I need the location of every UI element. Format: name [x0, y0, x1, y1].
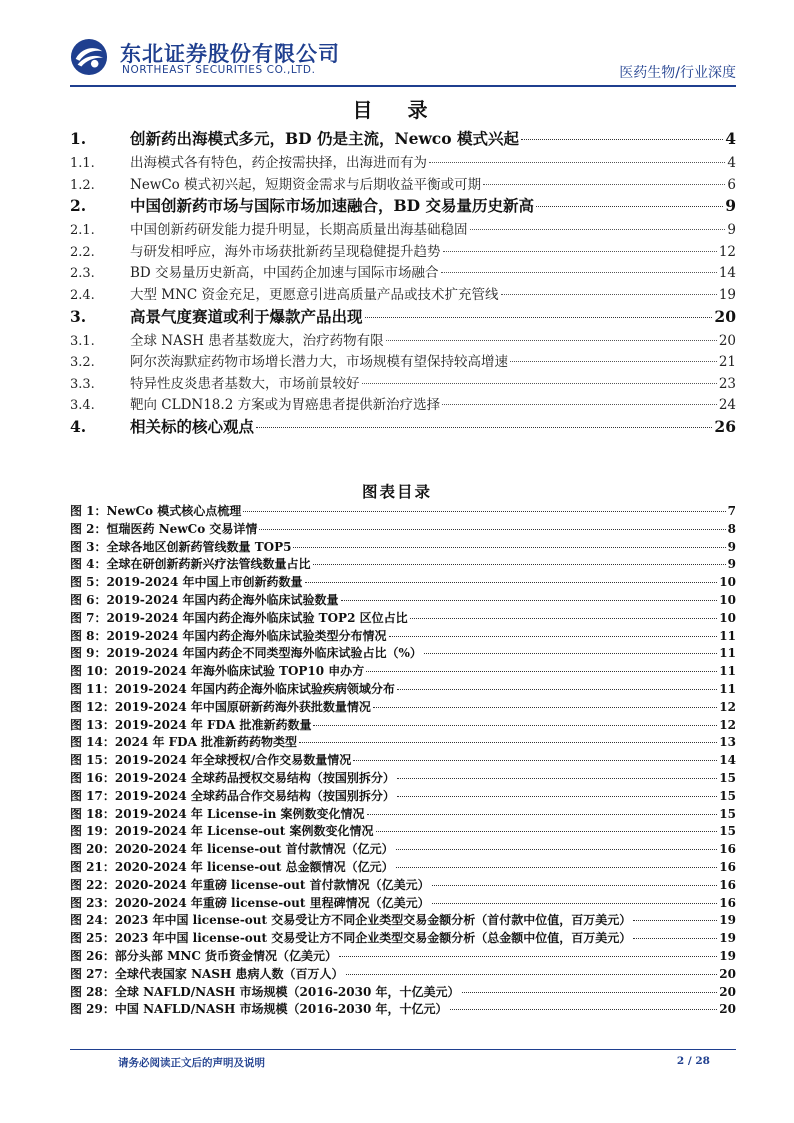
figure-label: 图 13：: [70, 717, 115, 732]
toc-entry-number: 2.3.: [70, 266, 95, 282]
figure-title: 2019-2024 年国内药企海外临床试验 TOP2 区位占比: [106, 610, 408, 625]
toc-dot-leader: [429, 162, 725, 163]
toc-entry-title: 大型 MNC 资金充足，更愿意引进高质量产品或技术扩充管线: [130, 286, 499, 303]
figure-title: 2020-2024 年重磅 license-out 首付款情况（亿美元）: [114, 877, 430, 892]
figure-dot-leader: [346, 974, 718, 975]
figure-page: 8: [727, 521, 736, 536]
figures-toc-title: 图表目录: [361, 482, 432, 501]
figure-page: 10: [719, 610, 736, 625]
figure-dot-leader: [259, 529, 725, 530]
toc-dot-leader: [256, 427, 712, 428]
figure-dot-leader: [396, 849, 718, 850]
figure-title: 2019-2024 年 License-out 案例数变化情况: [114, 824, 374, 839]
toc-entry-title: 高景气度赛道或利于爆款产品出现: [130, 306, 363, 326]
toc-dot-leader: [470, 229, 726, 230]
figure-title: 2019-2024 全球药品授权交易结构（按国别拆分）: [114, 770, 395, 785]
toc-entry-title: 出海模式各有特色，药企按需抉择，出海进而有为: [130, 155, 427, 171]
toc-dot-leader: [483, 184, 725, 185]
page-header: [70, 30, 736, 82]
toc-section-entry[interactable]: [70, 350, 736, 372]
toc-entry-number: 3.4.: [70, 398, 95, 414]
toc-dot-leader: [510, 361, 717, 362]
figure-dot-leader: [397, 796, 717, 797]
figure-list-entry[interactable]: [70, 876, 736, 894]
toc-entry-number: 3.: [70, 306, 87, 326]
toc-section-entry[interactable]: [70, 283, 736, 305]
toc-entry-page: 4: [727, 155, 736, 171]
toc-entry-title: 中国创新药研发能力提升明显，长期高质量出海基础稳固: [130, 222, 468, 239]
figure-list-entry[interactable]: [70, 555, 736, 573]
figure-list-entry[interactable]: [70, 1000, 736, 1018]
figure-dot-leader: [432, 885, 718, 886]
figure-page: 10: [719, 592, 736, 607]
figure-title: 全球代表国家 NASH 患病人数（百万人）: [114, 966, 344, 981]
toc-entry-page: 21: [718, 354, 736, 371]
toc-dot-leader: [443, 251, 717, 252]
figure-label: 图 15：: [70, 753, 115, 768]
toc-entry-page: 19: [718, 286, 736, 303]
toc-entry-title: 特异性皮炎患者基数大，市场前景较好: [130, 375, 360, 392]
figure-list-entry[interactable]: [70, 609, 736, 627]
report-category: 医药生物/行业深度: [619, 65, 736, 81]
figure-label: 图 23：: [70, 895, 115, 910]
figure-dot-leader: [341, 600, 718, 601]
figure-list-entry[interactable]: [70, 983, 736, 1001]
toc-section-entry[interactable]: [70, 173, 736, 195]
figure-page: 15: [719, 770, 736, 785]
figure-label: 图 19：: [70, 824, 115, 839]
figure-list-entry[interactable]: [70, 716, 736, 734]
figure-page: 15: [719, 788, 736, 803]
figure-label: 图 8：: [70, 628, 107, 643]
toc-section-entry[interactable]: [70, 393, 736, 415]
company-name-en: NORTHEAST SECURITIES CO.,LTD.: [122, 64, 316, 76]
figure-title: 2019-2024 年国内药企海外临床试验数量: [106, 592, 339, 607]
figure-page: 7: [727, 504, 736, 518]
toc-entry-page: 9: [725, 196, 736, 216]
figure-list-entry[interactable]: [70, 858, 736, 876]
toc-entry-number: 2.: [70, 196, 87, 216]
figure-label: 图 1：: [70, 504, 107, 518]
figure-dot-leader: [389, 636, 718, 637]
figure-dot-leader: [397, 689, 717, 690]
figure-page: 16: [719, 877, 736, 892]
figure-title: 2019-2024 年 License-in 案例数变化情况: [114, 806, 365, 821]
figure-dot-leader: [373, 707, 717, 708]
figure-title: 部分头部 MNC 货币资金情况（亿美元）: [114, 948, 338, 963]
figure-page: 11: [719, 681, 736, 696]
figure-list-entry[interactable]: [70, 911, 736, 929]
toc-entry-number: 1.1.: [70, 156, 95, 171]
toc-entry-number: 3.2.: [70, 355, 95, 371]
figure-page: 20: [719, 1002, 736, 1017]
figure-page: 15: [719, 824, 736, 839]
toc-entry-title: 靶向 CLDN18.2 方案或为胃癌患者提供新治疗选择: [130, 397, 441, 414]
toc-entry-title: 创新药出海模式多元，BD 仍是主流，Newco 模式兴起: [130, 129, 519, 148]
figure-page: 16: [719, 842, 736, 857]
toc-entry-number: 2.2.: [70, 244, 95, 260]
figure-list-entry[interactable]: [70, 965, 736, 983]
figure-page: 16: [719, 859, 736, 874]
figure-list-entry[interactable]: [70, 698, 736, 716]
figure-dot-leader: [339, 956, 717, 957]
figure-title: 2019-2024 年国内药企海外临床试验类型分布情况: [106, 628, 387, 643]
figure-title: 中国 NAFLD/NASH 市场规模（2016-2030 年，十亿元）: [114, 1002, 448, 1017]
toc-dot-leader: [441, 272, 717, 273]
toc-section-entry[interactable]: [70, 329, 736, 351]
figure-list-entry[interactable]: [70, 538, 736, 556]
figure-label: 图 20：: [70, 842, 115, 857]
figure-label: 图 18：: [70, 806, 115, 821]
footer-divider: [70, 1049, 736, 1050]
figure-label: 图 4：: [70, 557, 107, 572]
figure-dot-leader: [432, 903, 718, 904]
toc-entry-page: 24: [718, 397, 736, 414]
figure-label: 图 12：: [70, 699, 115, 714]
figure-list-entry[interactable]: [70, 769, 736, 787]
table-of-contents: [70, 127, 736, 439]
toc-entry-page: 4: [725, 129, 736, 148]
figure-page: 16: [719, 895, 736, 910]
figure-dot-leader: [633, 938, 717, 939]
figure-title: 2019-2024 年海外临床试验 TOP10 申办方: [114, 664, 365, 679]
figure-page: 12: [719, 699, 736, 714]
figure-label: 图 24：: [70, 913, 115, 928]
figure-dot-leader: [633, 920, 717, 921]
toc-entry-number: 3.1.: [70, 333, 95, 349]
figure-dot-leader: [410, 618, 718, 619]
toc-entry-number: 2.1.: [70, 223, 95, 239]
figure-dot-leader: [299, 742, 717, 743]
toc-title: 目 录: [352, 98, 442, 122]
toc-entry-page: 23: [718, 375, 736, 392]
toc-entry-number: 2.4.: [70, 287, 95, 303]
toc-entry-page: 9: [727, 222, 736, 239]
figure-list-entry[interactable]: [70, 751, 736, 769]
toc-section-entry[interactable]: [70, 261, 736, 283]
figure-title: 2019-2024 年中国原研新药海外获批数量情况: [114, 699, 371, 714]
figure-title: 全球各地区创新药管线数量 TOP5: [106, 539, 292, 554]
company-name-cn: 东北证券股份有限公司: [120, 42, 340, 66]
toc-dot-leader: [442, 404, 717, 405]
toc-entry-title: 阿尔茨海默症药物市场增长潜力大，市场规模有望保持较高增速: [130, 354, 508, 371]
figure-list-entry[interactable]: [70, 947, 736, 965]
figure-page: 20: [719, 966, 736, 981]
figure-list-entry[interactable]: [70, 627, 736, 645]
toc-dot-leader: [501, 294, 717, 295]
toc-entry-title: NewCo 模式初兴起，短期资金需求与后期收益平衡或可期: [130, 176, 482, 193]
figure-title: 2020-2024 年重磅 license-out 里程碑情况（亿美元）: [114, 895, 430, 910]
toc-entry-page: 6: [727, 176, 736, 193]
toc-dot-leader: [362, 383, 717, 384]
figure-label: 图 9：: [70, 646, 107, 661]
figure-page: 10: [719, 575, 736, 590]
figure-label: 图 28：: [70, 984, 115, 999]
figure-dot-leader: [313, 725, 717, 726]
figure-label: 图 22：: [70, 877, 115, 892]
toc-entry-page: 26: [714, 416, 736, 436]
figure-label: 图 14：: [70, 735, 115, 750]
figure-dot-leader: [376, 831, 718, 832]
toc-entry-title: 中国创新药市场与国际市场加速融合，BD 交易量历史新高: [130, 196, 534, 216]
figure-list-entry[interactable]: [70, 644, 736, 662]
toc-section-entry[interactable]: [70, 240, 736, 262]
figure-page: 11: [719, 664, 736, 679]
figure-page: 19: [719, 913, 736, 928]
toc-entry-page: 14: [718, 265, 736, 282]
toc-section-entry[interactable]: [70, 372, 736, 394]
toc-entry-number: 3.3.: [70, 376, 95, 392]
figure-list-entry[interactable]: [70, 929, 736, 947]
figures-list: [70, 502, 736, 1018]
toc-section-entry[interactable]: [70, 151, 736, 173]
figure-label: 图 21：: [70, 859, 115, 874]
toc-chapter-entry[interactable]: [70, 194, 736, 218]
figure-title: 2019-2024 年国内药企不同类型海外临床试验占比（%）: [106, 646, 422, 661]
figure-page: 11: [719, 646, 736, 661]
toc-entry-title: 与研发相呼应，海外市场获批新药呈现稳健提升趋势: [130, 243, 441, 260]
figure-label: 图 7：: [70, 610, 107, 625]
toc-dot-leader: [536, 206, 723, 207]
figure-page: 19: [719, 948, 736, 963]
figure-page: 9: [727, 557, 736, 572]
figure-title: 2019-2024 年 FDA 批准新药数量: [114, 717, 312, 732]
figure-list-entry[interactable]: [70, 591, 736, 609]
figure-list-entry[interactable]: [70, 787, 736, 805]
figure-list-entry[interactable]: [70, 502, 736, 520]
toc-dot-leader: [521, 139, 723, 140]
figure-list-entry[interactable]: [70, 662, 736, 680]
figure-title: 全球 NAFLD/NASH 市场规模（2016-2030 年，十亿美元）: [114, 984, 460, 999]
toc-entry-title: 全球 NASH 患者基数庞大，治疗药物有限: [130, 332, 384, 349]
figure-page: 14: [719, 753, 736, 768]
figure-dot-leader: [396, 867, 718, 868]
figure-list-entry[interactable]: [70, 840, 736, 858]
figure-label: 图 17：: [70, 788, 115, 803]
figure-dot-leader: [313, 564, 726, 565]
figure-title: 全球在研创新药新兴疗法管线数量占比: [106, 557, 311, 572]
toc-entry-title: 相关标的核心观点: [130, 416, 255, 436]
figure-list-entry[interactable]: [70, 894, 736, 912]
figure-title: 2023 年中国 license-out 交易受让方不同企业类型交易金额分析（首付款中位值，百万美元）: [114, 913, 632, 928]
figure-label: 图 27：: [70, 966, 115, 981]
figure-list-entry[interactable]: [70, 680, 736, 698]
toc-entry-page: 12: [718, 243, 736, 260]
figure-list-entry[interactable]: [70, 520, 736, 538]
figure-title: 2020-2024 年 license-out 总金额情况（亿元）: [114, 859, 394, 874]
figure-dot-leader: [305, 582, 718, 583]
figure-page: 15: [719, 806, 736, 821]
figure-label: 图 5：: [70, 575, 107, 590]
toc-dot-leader: [386, 340, 717, 341]
figure-label: 图 10：: [70, 664, 115, 679]
figure-list-entry[interactable]: [70, 822, 736, 840]
figure-title: 2019-2024 全球药品合作交易结构（按国别拆分）: [114, 788, 395, 803]
company-logo-icon: [70, 38, 108, 76]
figure-page: 9: [727, 539, 736, 554]
figure-page: 13: [719, 735, 736, 750]
toc-section-entry[interactable]: [70, 218, 736, 240]
figure-label: 图 26：: [70, 948, 115, 963]
toc-entry-title: BD 交易量历史新高，中国药企加速与国际市场融合: [130, 265, 439, 282]
figure-list-entry[interactable]: [70, 733, 736, 751]
toc-entry-page: 20: [714, 306, 736, 326]
figure-title: 2019-2024 年国内药企海外临床试验疾病领域分布: [114, 681, 395, 696]
figure-label: 图 11：: [70, 681, 115, 696]
toc-chapter-entry[interactable]: [70, 305, 736, 329]
figure-label: 图 3：: [70, 539, 107, 554]
toc-entry-number: 4.: [70, 416, 87, 436]
figure-dot-leader: [450, 1009, 718, 1010]
figure-page: 11: [719, 628, 736, 643]
footer-disclaimer: 请务必阅读正文后的声明及说明: [118, 1057, 265, 1069]
figure-title: 2023 年中国 license-out 交易受让方不同企业类型交易金额分析（总金额中位值，百万美元）: [114, 931, 632, 946]
figure-label: 图 6：: [70, 592, 107, 607]
figure-title: 2024 年 FDA 批准新药药物类型: [114, 735, 298, 750]
toc-chapter-entry[interactable]: [70, 127, 736, 151]
figure-page: 19: [719, 931, 736, 946]
toc-entry-number: 1.: [70, 129, 87, 148]
toc-chapter-entry[interactable]: [70, 415, 736, 439]
figure-list-entry[interactable]: [70, 805, 736, 823]
figure-title: 2019-2024 年全球授权/合作交易数量情况: [114, 753, 352, 768]
toc-entry-number: 1.2.: [70, 177, 95, 193]
figure-title: NewCo 模式核心点梳理: [106, 504, 242, 518]
figure-dot-leader: [243, 511, 725, 512]
figure-dot-leader: [367, 814, 718, 815]
toc-dot-leader: [365, 317, 713, 318]
figure-title: 2019-2024 年中国上市创新药数量: [106, 575, 303, 590]
header-divider: [70, 85, 736, 87]
figure-list-entry[interactable]: [70, 573, 736, 591]
figure-label: 图 16：: [70, 770, 115, 785]
figure-title: 恒瑞医药 NewCo 交易详情: [106, 521, 258, 536]
figure-title: 2020-2024 年 license-out 首付款情况（亿元）: [114, 842, 394, 857]
figure-label: 图 25：: [70, 931, 115, 946]
page-number: 2 / 28: [676, 1055, 710, 1067]
toc-entry-page: 20: [718, 332, 736, 349]
figure-page: 20: [719, 984, 736, 999]
figure-dot-leader: [397, 778, 717, 779]
figure-dot-leader: [293, 547, 725, 548]
figure-dot-leader: [462, 992, 718, 993]
figure-dot-leader: [366, 671, 717, 672]
figure-label: 图 2：: [70, 521, 107, 536]
figure-page: 12: [719, 717, 736, 732]
figure-dot-leader: [424, 653, 717, 654]
figure-label: 图 29：: [70, 1002, 115, 1017]
figure-dot-leader: [353, 760, 717, 761]
